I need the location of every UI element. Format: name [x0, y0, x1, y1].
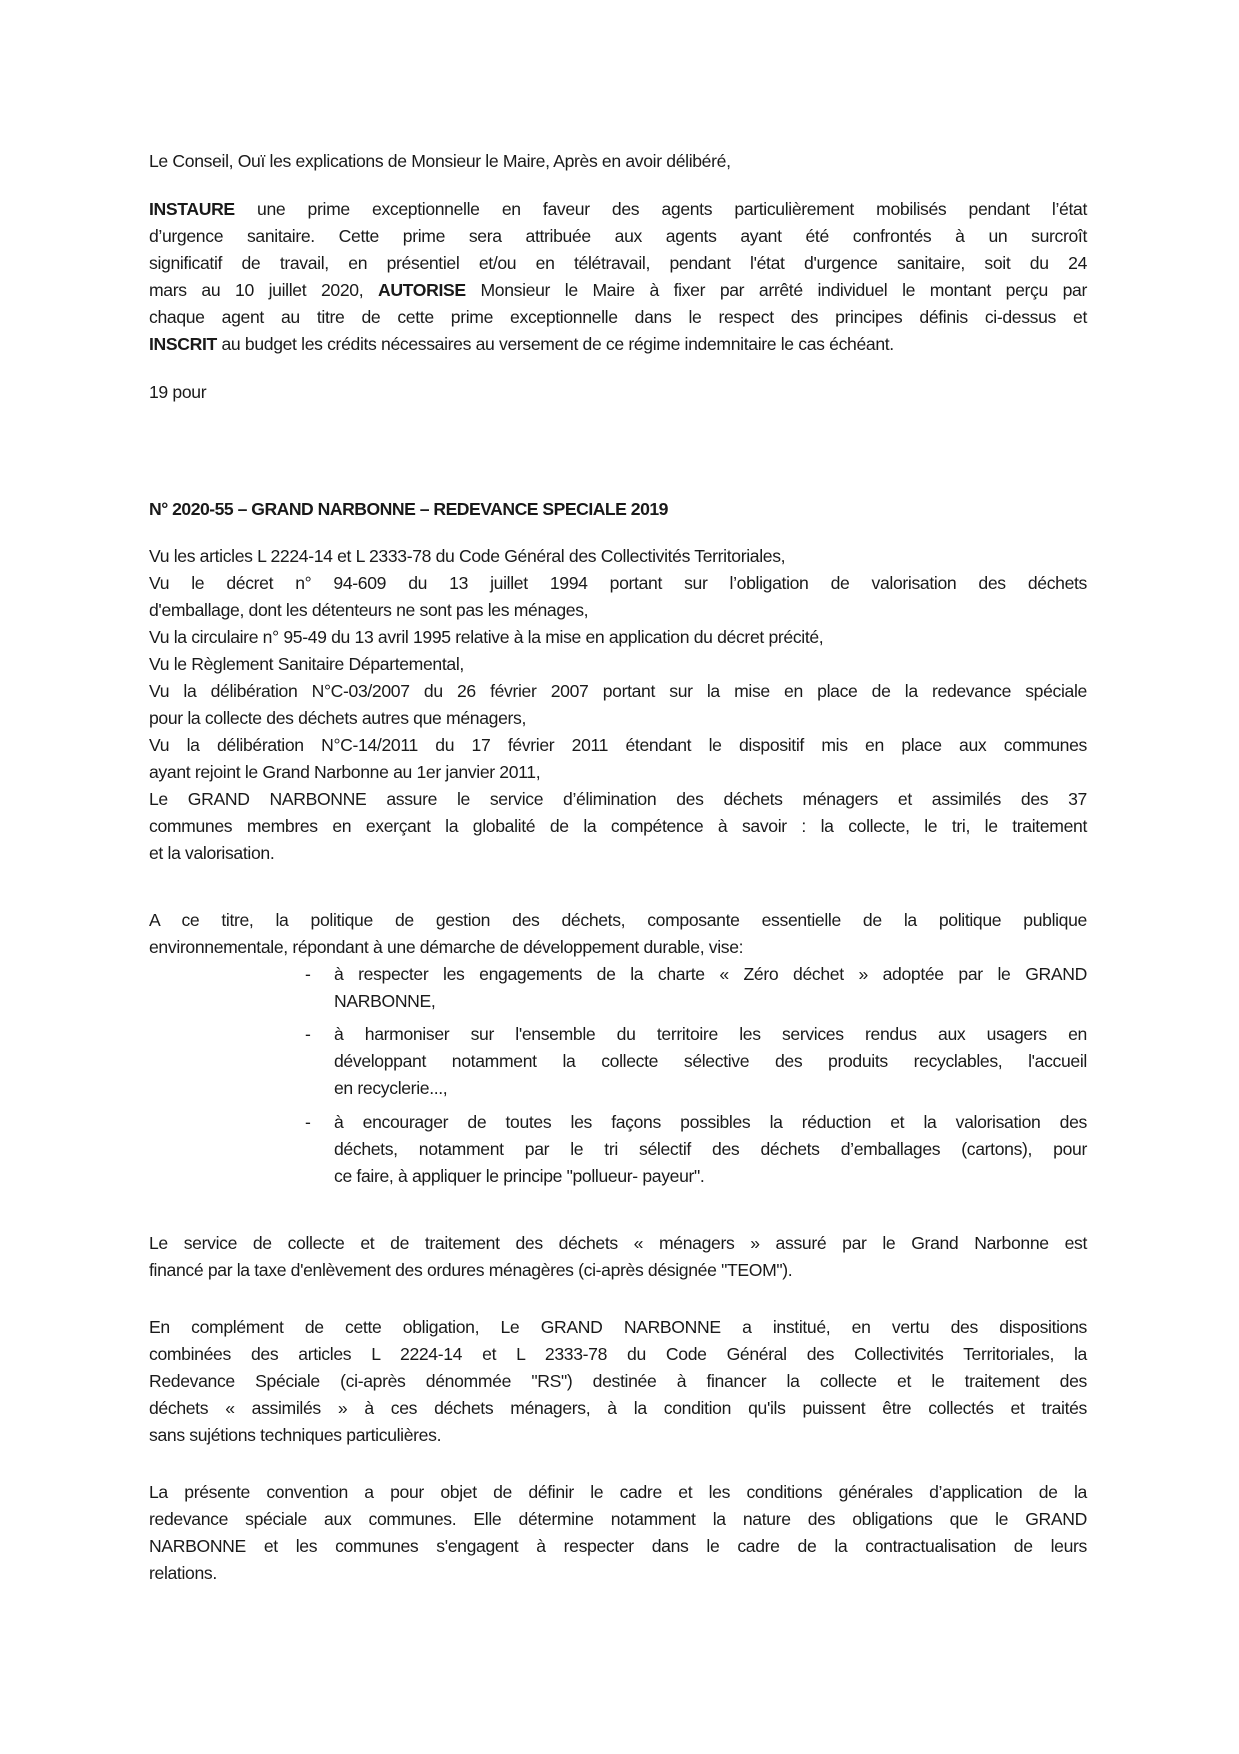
instaure-keyword: INSTAURE — [149, 199, 235, 219]
decision-line-5: chaque agent au titre de cette prime exceptionnelle dans le respect des principes définis ci-dessus et — [149, 307, 1087, 327]
consideration-line: ayant rejoint le Grand Narbonne au 1er janvier 2011, — [149, 762, 541, 782]
consideration-line: et la valorisation. — [149, 843, 275, 863]
paragraph-line: NARBONNE et les communes s'engagent à respecter dans le cadre de la contractualisation de leurs — [149, 1536, 1087, 1556]
consideration-line: pour la collecte des déchets autres que ménagers, — [149, 708, 526, 728]
consideration-line: Le GRAND NARBONNE assure le service d’élimination des déchets ménagers et assimilés des 37 — [149, 789, 1087, 809]
decision-line-2: d’urgence sanitaire. Cette prime sera attribuée aux agents ayant été confrontés à un surcroît — [149, 226, 1087, 246]
paragraph-line: En complément de cette obligation, Le GRAND NARBONNE a institué, en vertu des dispositions — [149, 1317, 1087, 1337]
consideration-line: Vu le décret n° 94-609 du 13 juillet 1994 portant sur l’obligation de valorisation des déchets — [149, 573, 1087, 593]
decision-line-4: mars au 10 juillet 2020, AUTORISE Monsieur le Maire à fixer par arrêté individuel le montant perçu par — [149, 280, 1087, 300]
decision-line-6: INSCRIT au budget les crédits nécessaires au versement de ce régime indemnitaire le cas échéant. — [149, 334, 894, 354]
consideration-line: Vu les articles L 2224-14 et L 2333-78 du Code Général des Collectivités Territoriales, — [149, 546, 786, 566]
consideration-line: Vu le Règlement Sanitaire Départemental, — [149, 654, 464, 674]
paragraph-line: La présente convention a pour objet de définir le cadre et les conditions générales d’application de la — [149, 1482, 1087, 1502]
paragraph-line: sans sujétions techniques particulières. — [149, 1425, 442, 1445]
paragraph-line: Le service de collecte et de traitement des déchets « ménagers » assuré par le Grand Narbonne est — [149, 1233, 1087, 1253]
autorise-keyword: AUTORISE — [377, 280, 466, 300]
inscrit-keyword: INSCRIT — [149, 334, 217, 354]
consideration-line: Vu la circulaire n° 95-49 du 13 avril 1995 relative à la mise en application du décret précité, — [149, 627, 824, 647]
paragraph-line: Redevance Spéciale (ci-après dénommée "RS") destinée à financer la collecte et le traitement des — [149, 1371, 1087, 1391]
paragraph-line: financé par la taxe d'enlèvement des ordures ménagères (ci-après désignée "TEOM"). — [149, 1260, 793, 1280]
consideration-line: Vu la délibération N°C-14/2011 du 17 février 2011 étendant le dispositif mis en place aux communes — [149, 735, 1087, 755]
paragraph-line: relations. — [149, 1563, 217, 1583]
consideration-line: d'emballage, dont les détenteurs ne sont pas les ménages, — [149, 600, 589, 620]
dash-bullet-icon: - — [305, 964, 311, 984]
dash-bullet-icon: - — [305, 1024, 311, 1044]
consideration-line: communes membres en exerçant la globalité de la compétence à savoir : la collecte, le tri, le traitement — [149, 816, 1087, 836]
decision-line-3: significatif de travail, en présentiel et/ou en télétravail, pendant l'état d'urgence sanitaire, soit du 24 — [149, 253, 1087, 273]
dash-bullet-icon: - — [305, 1112, 311, 1132]
intro-text: Le Conseil, Ouï les explications de Monsieur le Maire, Après en avoir délibéré, — [149, 151, 731, 171]
document-page: Le Conseil, Ouï les explications de Monsieur le Maire, Après en avoir délibéré, INSTAURE une prime exceptionnelle en faveur des agents particulièrement mobilisés pendant l’état d’urgence sanitaire. Cette prime sera attribuée aux agents ayant été confrontés à un surcroît significatif de travail, en présentiel et/ou en télétravail, pendant l'état d'urgence sanitaire, soit du 24 mars au 10 juillet 2020, AUTORISE Monsieur le Maire à fixer par arrêté individuel le montant perçu par chaque agent au titre de cette prime exceptionnelle dans le respect des principes définis ci-dessus et INSCRIT au budget les crédits nécessaires au versement de ce régime indemnitaire le cas échéant. 19 pour N° 2020-55 – GRAND NARBONNE – REDEVANCE SPECIALE 2019 Vu les articles L 2224-14 et L 2333-78 du Code Général des Collectivités Territoriales, Vu le décret n° 94-609 du 13 juillet 1994 portant sur l’obligation de valorisation des déchets d'emballage, dont les détenteurs ne sont pas les ménages, Vu la circulaire n° 95-49 du 13 avril 1995 relative à la mise en application du décret précité, Vu le Règlement Sanitaire Départemental, Vu la délibération N°C-03/2007 du 26 février 2007 portant sur la mise en place de la redevance spéciale pour la collecte des déchets autres que ménagers, Vu la délibération N°C-14/2011 du 17 février 2011 étendant le dispositif mis en place aux communes ayant rejoint le Grand Narbonne au 1er janvier 2011, Le GRAND NARBONNE assure le service d’élimination des déchets ménagers et assimilés des 37 communes membres en exerçant la globalité de la compétence à savoir : la collecte, le tri, le traitement et la valorisation. A ce titre, la politique de gestion des déchets, composante essentielle de la politique publique environnementale, répondant à une démarche de développement durable, vise: - à respecter les engagements de la charte « Zéro déchet » adoptée par le GRAND NARBONNE, - à harmoniser sur l'ensemble du territoire les services rendus aux usagers en développant notamment la collecte sélective des produits recyclables, l'accueil en recyclerie..., - à encourager de toutes les façons possibles la réduction et la valorisation des déchets, notamment par le tri sélectif des déchets d’emballages (cartons), pour ce faire, à appliquer le principe "pollueur- payeur". Le service de collecte et de traitement des déchets « ménagers » assuré par le Grand Narbonne est financé par la taxe d'enlèvement des ordures ménagères (ci-après désignée "TEOM"). En complément de cette obligation, Le GRAND NARBONNE a institué, en vertu des dispositions combinées des articles L 2224-14 et L 2333-78 du Code Général des Collectivités Territoriales, la Redevance Spéciale (ci-après dénommée "RS") destinée à financer la collecte et le traitement des déchets « assimilés » à ces déchets ménagers, à la condition qu'ils puissent être collectés et traités sans sujétions techniques particulières. La présente convention a pour objet de définir le cadre et les conditions générales d’application de la redevance spéciale aux communes. Elle détermine notamment la nature des obligations que le GRAND NARBONNE et les communes s'engagent à respecter dans le cadre de la contractualisation de leurs relations. — [149, 151, 1087, 1583]
decision-line-1: INSTAURE une prime exceptionnelle en faveur des agents particulièrement mobilisés pendant l’état — [149, 199, 1087, 219]
section-title: N° 2020-55 – GRAND NARBONNE – REDEVANCE SPECIALE 2019 — [149, 499, 668, 519]
paragraph-line: déchets « assimilés » à ces déchets ménagers, à la condition qu'ils puissent être collectés et traités — [149, 1398, 1087, 1418]
policy-intro-line: environnementale, répondant à une démarche de développement durable, vise: — [149, 937, 744, 957]
paragraph-line: combinées des articles L 2224-14 et L 2333-78 du Code Général des Collectivités Territoriales, la — [149, 1344, 1087, 1364]
policy-intro-line: A ce titre, la politique de gestion des déchets, composante essentielle de la politique publique — [149, 910, 1087, 930]
vote-result: 19 pour — [149, 382, 207, 402]
consideration-line: Vu la délibération N°C-03/2007 du 26 février 2007 portant sur la mise en place de la redevance spéciale — [149, 681, 1087, 701]
paragraph-line: redevance spéciale aux communes. Elle détermine notamment la nature des obligations que le GRAND — [149, 1509, 1087, 1529]
